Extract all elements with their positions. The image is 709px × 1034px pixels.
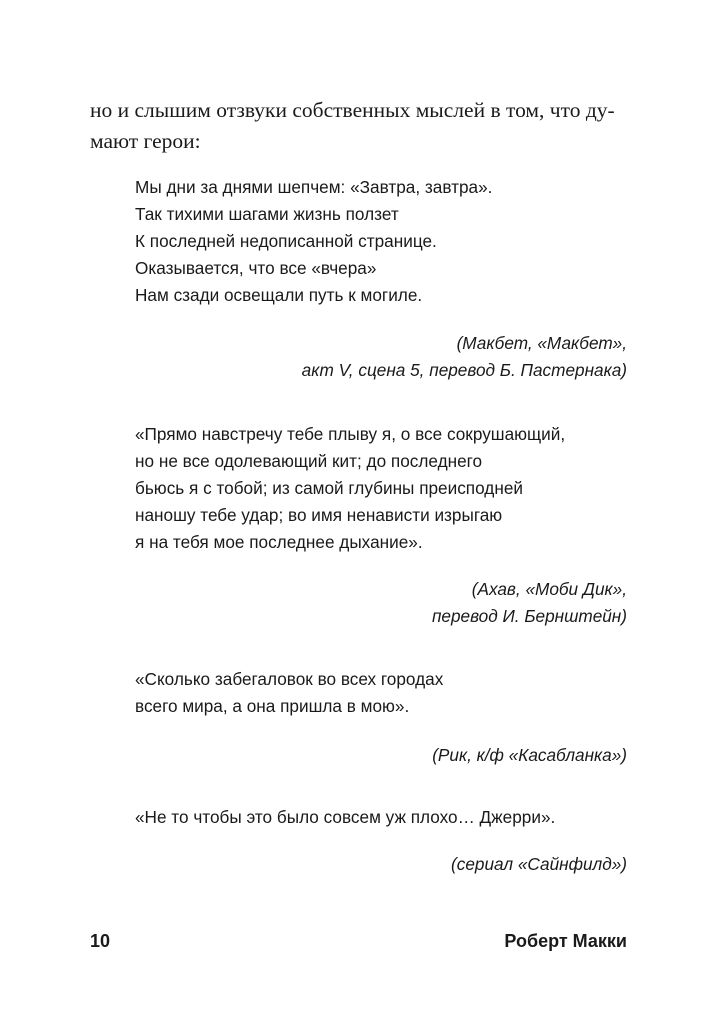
quote-line: К последней недописанной странице. <box>135 231 437 251</box>
quote-line: наношу тебе удар; во имя ненависти изрыгаю <box>135 505 503 525</box>
quote-line: «Сколько забегаловок во всех городах <box>135 669 444 689</box>
running-author: Роберт Макки <box>504 931 627 951</box>
attribution-line: (Рик, к/ф «Касабланка») <box>432 745 627 765</box>
casablanca-attribution <box>432 742 627 769</box>
attribution-line: (Ахав, «Моби Дик», <box>471 579 627 599</box>
quote-line: Нам сзади освещали путь к могиле. <box>135 285 423 305</box>
attribution-line: (Макбет, «Макбет», <box>456 333 627 353</box>
quote-line: Так тихими шагами жизнь ползет <box>135 204 399 224</box>
intro-line: но и слышим отзвуки собственных мыслей в том, что ду- <box>90 98 615 122</box>
quote-line: бьюсь я с тобой; из самой глубины преисподней <box>135 478 523 498</box>
quote-line: «Не то чтобы это было совсем уж плохо… Джерри». <box>135 807 556 827</box>
intro-paragraph <box>90 95 635 157</box>
quote-line: я на тебя мое последнее дыхание». <box>135 532 423 552</box>
seinfeld-quote <box>135 804 555 831</box>
attribution-line: (сериал «Сайнфилд») <box>451 854 627 874</box>
quote-line: Мы дни за днями шепчем: «Завтра, завтра». <box>135 177 493 197</box>
quote-line: «Прямо навстречу тебе плыву я, о все сокрушающий, <box>135 424 566 444</box>
quote-line: всего мира, а она пришла в мою». <box>135 696 410 716</box>
macbeth-attribution <box>302 330 627 384</box>
page-number: 10 <box>90 931 111 951</box>
attribution-line: перевод И. Бернштейн) <box>431 606 627 626</box>
macbeth-quote <box>135 174 492 309</box>
quote-line: Оказывается, что все «вчера» <box>135 258 377 278</box>
intro-line: мают герои: <box>90 129 201 153</box>
moby-dick-attribution <box>432 576 627 630</box>
seinfeld-attribution <box>451 851 627 878</box>
casablanca-quote <box>135 666 443 720</box>
moby-dick-quote <box>135 421 565 556</box>
attribution-line: акт V, сцена 5, перевод Б. Пастернака) <box>301 360 627 380</box>
quote-line: но не все одолевающий кит; до последнего <box>135 451 483 471</box>
